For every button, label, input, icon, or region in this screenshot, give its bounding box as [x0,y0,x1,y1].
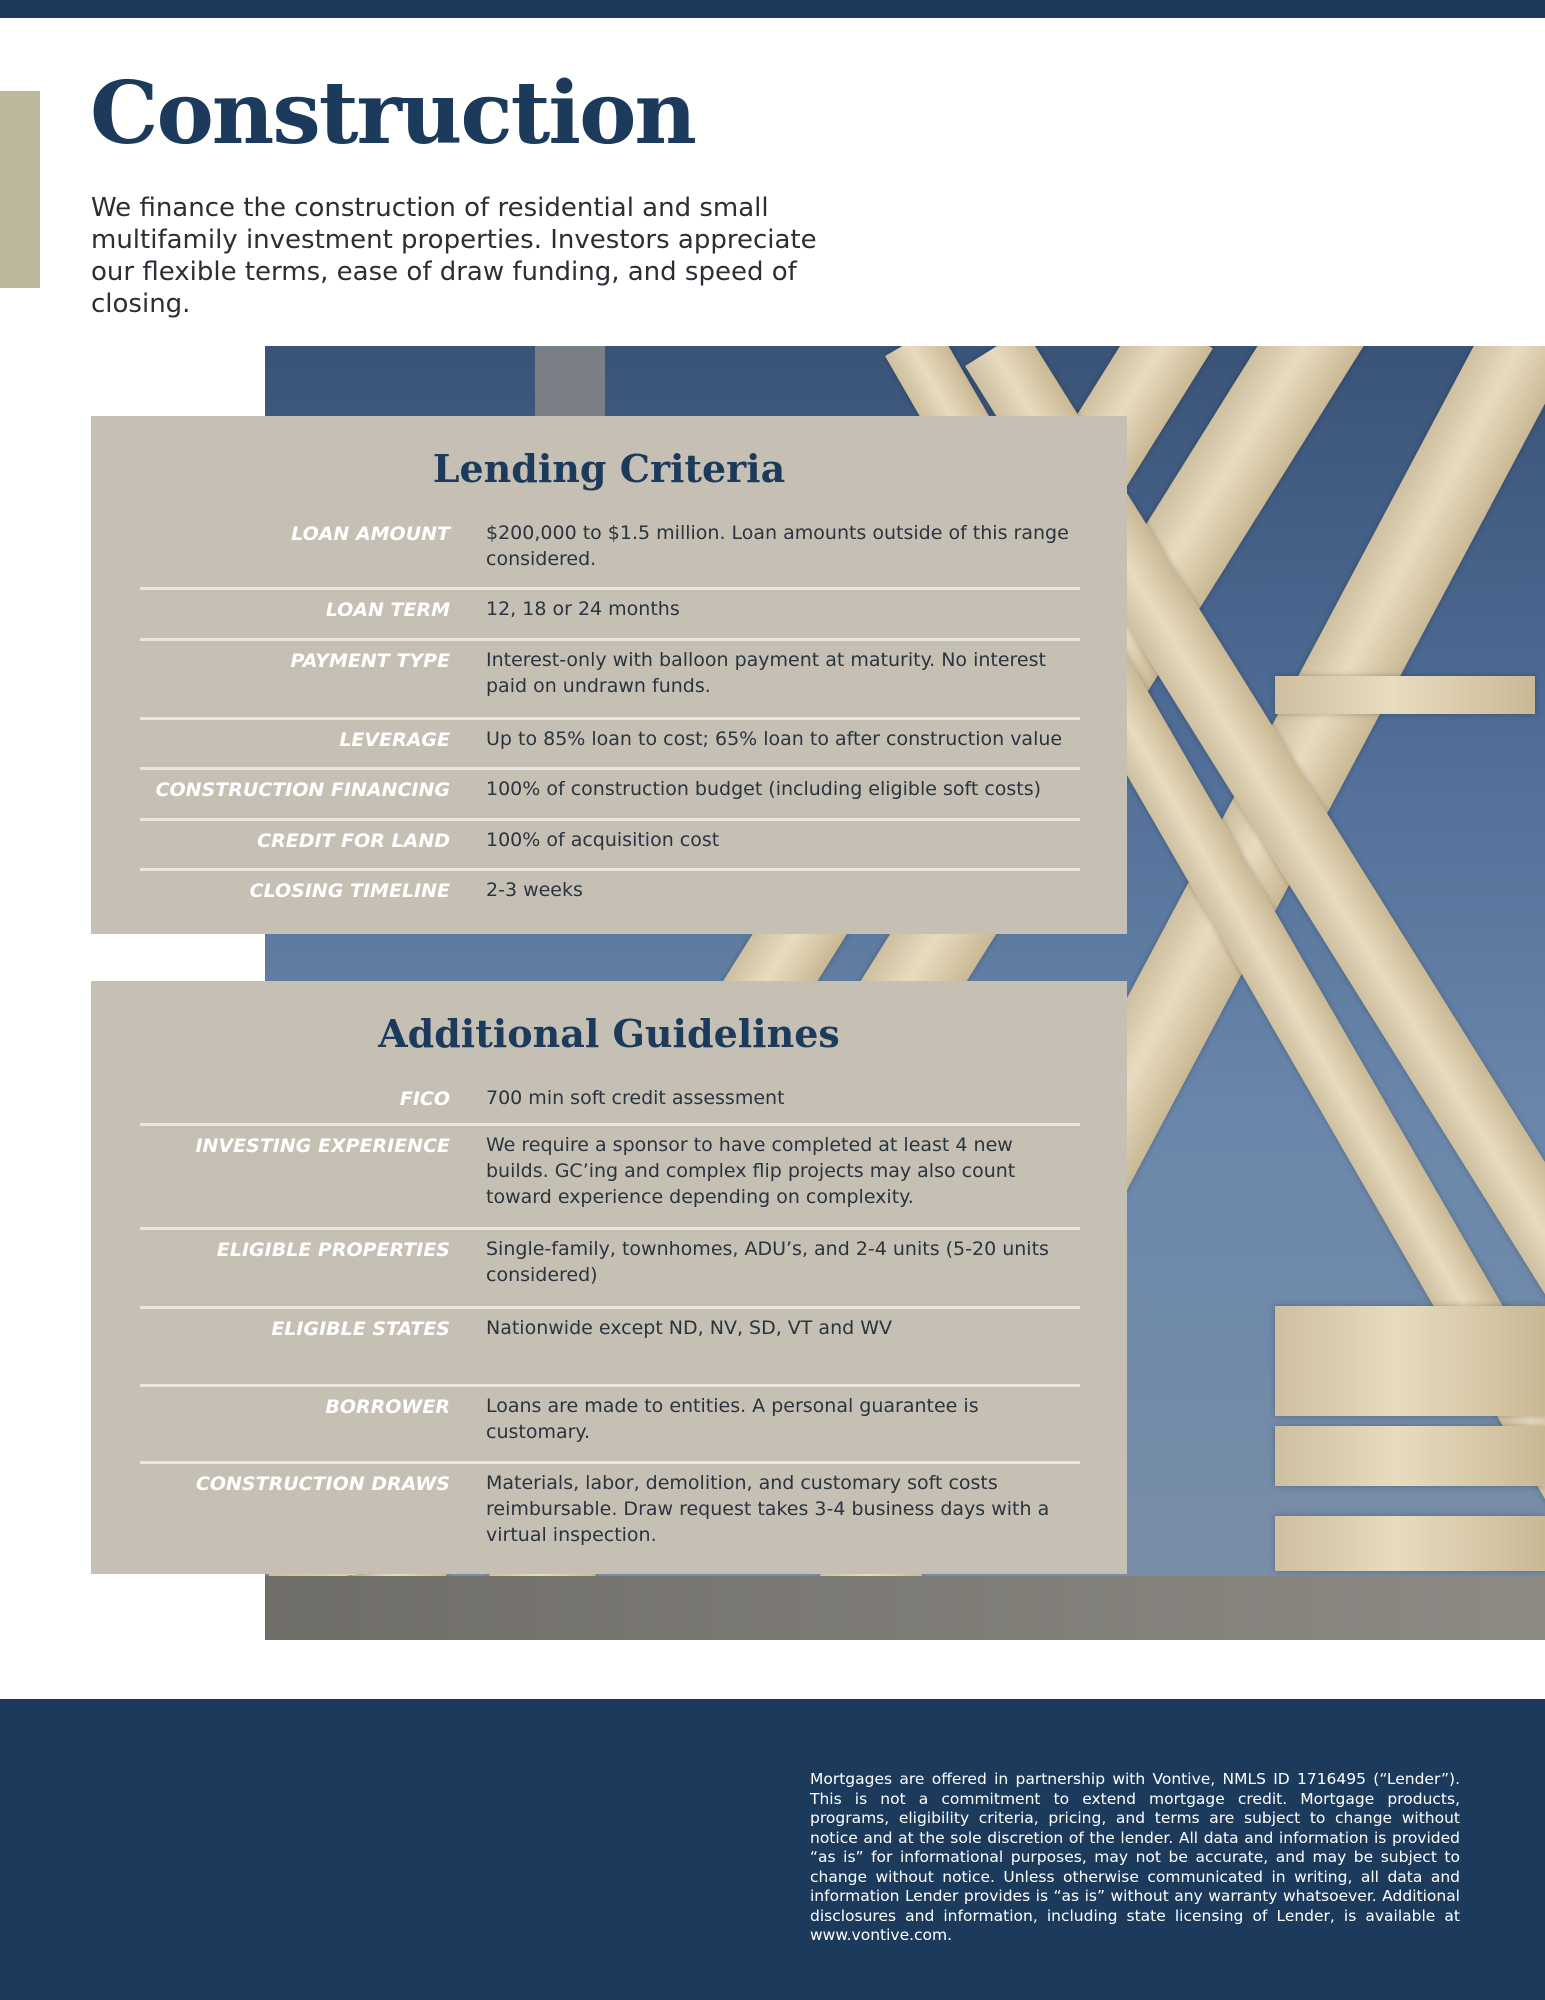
guideline-value: Nationwide except ND, NV, SD, VT and WV [486,1317,893,1339]
criteria-label: CONSTRUCTION FINANCING [155,779,450,801]
guideline-value: Materials, labor, demolition, and customary soft costs reimbursable. Draw request takes 3-4 business days with a virtual inspection. [486,1472,1050,1546]
criteria-label: LEVERAGE [339,729,450,751]
criteria-label: CREDIT FOR LAND [257,830,450,852]
page-title: Construction [90,63,695,164]
guideline-label: FICO [399,1088,450,1110]
lending-criteria-card [91,416,1127,934]
guideline-label: ELIGIBLE STATES [271,1318,450,1340]
guideline-value: We require a sponsor to have completed at least 4 new builds. GC’ing and complex flip projects may also count toward experience depending on complexity. [486,1134,1016,1208]
top-bar [0,0,1545,18]
guideline-row-investing-experience [140,1126,1080,1230]
criteria-label: LOAN AMOUNT [291,523,450,545]
guideline-label: BORROWER [325,1396,450,1418]
guideline-label: CONSTRUCTION DRAWS [195,1473,450,1495]
criteria-value: Interest-only with balloon payment at maturity. No interest paid on undrawn funds. [486,649,1046,697]
additional-guidelines-title: Additional Guidelines [378,1011,840,1056]
criteria-label: CLOSING TIMELINE [249,880,450,902]
footer-disclaimer: Mortgages are offered in partnership with Vontive, NMLS ID 1716495 (“Lender”). This is not a commitment to extend mortgage credit. Mortgage products, programs, eligibility criteria, pricing, and terms are subject to change without notice and at the sole discretion of the lender. All data and information is provided “as is” for informational purposes, may not be accurate, and may be subject to change without notice. Unless otherwise communicated in writing, all data and information Lender provides is “as is” without any warranty whatsoever. Additional disclosures and information, including state licensing of Lender, is available at www.vontive.com. [810,1770,1460,1944]
guideline-value: Single-family, townhomes, ADU’s, and 2-4 units (5-20 units considered) [486,1238,1049,1286]
guideline-value: 700 min soft credit assessment [486,1087,785,1109]
guideline-label: INVESTING EXPERIENCE [195,1135,450,1157]
guideline-row-fico [140,1079,1080,1126]
lending-criteria-rows [140,514,1080,921]
criteria-label: PAYMENT TYPE [290,650,450,672]
criteria-row-closing-timeline [140,871,1080,921]
criteria-row-loan-term [140,590,1080,641]
criteria-value: 100% of acquisition cost [486,829,720,851]
criteria-row-payment-type [140,641,1080,720]
guideline-value: Loans are made to entities. A personal guarantee is customary. [486,1395,979,1443]
criteria-row-construction-financing [140,770,1080,821]
criteria-label: LOAN TERM [325,599,450,621]
guideline-label: ELIGIBLE PROPERTIES [216,1239,450,1261]
additional-guidelines-rows [140,1079,1080,1572]
accent-bar [0,91,40,288]
criteria-row-credit-for-land [140,821,1080,871]
criteria-row-leverage [140,720,1080,770]
criteria-value: $200,000 to $1.5 million. Loan amounts outside of this range considered. [486,522,1069,570]
lending-criteria-title: Lending Criteria [432,446,786,491]
guideline-row-construction-draws [140,1464,1080,1572]
criteria-value: 12, 18 or 24 months [486,598,680,620]
criteria-value: 2-3 weeks [486,879,583,901]
guideline-row-eligible-states [140,1309,1080,1387]
criteria-value: Up to 85% loan to cost; 65% loan to after construction value [486,728,1063,750]
criteria-value: 100% of construction budget (including eligible soft costs) [486,778,1042,800]
criteria-row-loan-amount [140,514,1080,590]
additional-guidelines-card [91,981,1127,1574]
guideline-row-eligible-properties [140,1230,1080,1309]
intro-paragraph: We finance the construction of residential and small multifamily investment properties. Investors appreciate our flexible terms, ease of draw funding, and speed of closing. [91,193,817,319]
guideline-row-borrower [140,1387,1080,1464]
